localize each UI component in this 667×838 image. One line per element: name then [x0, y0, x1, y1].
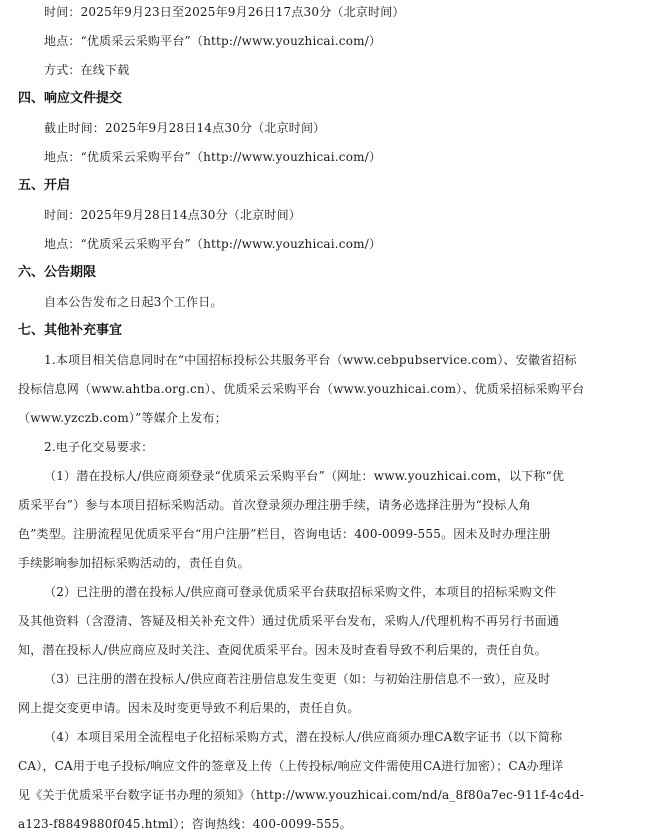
item1-line3: （www.yzczb.com）”等媒介上发布；: [18, 411, 227, 425]
submission-place-line: 地点：“优质采云采购平台”（http://www.youzhicai.com/）: [44, 150, 382, 164]
section-heading-notice-period: 六、公告期限: [18, 265, 97, 280]
submission-deadline-line: 截止时间：2025年9月28日14点30分（北京时间）: [44, 121, 326, 135]
registration-time-line: 时间：2025年9月23日至2025年9月26日17点30分（北京时间）: [44, 5, 405, 19]
sub1-line4: 手续影响参加招标采购活动的，责任自负。: [18, 556, 250, 570]
sub2-line3: 知，潜在投标人/供应商应及时关注、查阅优质采平台。因未及时查看导致不利后果的，责任自负。: [18, 643, 547, 657]
sub2-line2: 及其他资料（含澄清、答疑及相关补充文件）通过优质采平台发布，采购人/代理机构不再另行书面通: [18, 614, 560, 628]
section-heading-other-matters: 七、其他补充事宜: [18, 323, 123, 338]
registration-method-line: 方式：在线下载: [44, 63, 130, 77]
section-heading-opening: 五、开启: [18, 178, 71, 193]
sub1-line3: 色”类型。注册流程见优质采平台“用户注册”栏目，咨询电话：400-0099-555。因未及时办理注册: [18, 527, 551, 541]
sub1-line1: （1）潜在投标人/供应商须登录“优质采云采购平台”（网址：www.youzhicai.com，以下称“优: [44, 469, 565, 483]
sub4-line2: CA），CA用于电子投标/响应文件的签章及上传（上传投标/响应文件需使用CA进行加密）；CA办理详: [18, 759, 564, 773]
opening-place-line: 地点：“优质采云采购平台”（http://www.youzhicai.com/）: [44, 237, 382, 251]
sub3-line1: （3）已注册的潜在投标人/供应商若注册信息发生变更（如：与初始注册信息不一致），应及时: [44, 672, 551, 686]
item1-line1: 1.本项目相关信息同时在“中国招标投标公共服务平台（www.cebpubservice.com）、安徽省招标: [44, 353, 577, 367]
section-heading-response-submission: 四、响应文件提交: [18, 91, 123, 106]
opening-time-line: 时间：2025年9月28日14点30分（北京时间）: [44, 208, 301, 222]
sub4-line1: （4）本项目采用全流程电子化招标采购方式，潜在投标人/供应商须办理CA数字证书（以下简称: [44, 730, 563, 744]
item2-line: 2.电子化交易要求：: [44, 440, 154, 454]
sub1-line2: 质采平台”）参与本项目招标采购活动。首次登录须办理注册手续，请务必选择注册为“投标人角: [18, 498, 531, 512]
sub4-line3: 见《关于优质采平台数字证书办理的须知》（http://www.youzhicai.com/nd/a_8f80a7ec-911f-4c4d-: [18, 788, 585, 802]
sub3-line2: 网上提交变更申请。因未及时变更导致不利后果的，责任自负。: [18, 701, 360, 715]
sub4-line4: a123-f8849880f045.html）；咨询热线：400-0099-555。: [18, 817, 352, 831]
notice-period-line: 自本公告发布之日起3个工作日。: [44, 295, 223, 309]
item1-line2: 投标信息网（www.ahtba.org.cn）、优质采云采购平台（www.youzhicai.com）、优质采招标采购平台: [18, 382, 585, 396]
registration-place-line: 地点：“优质采云采购平台”（http://www.youzhicai.com/）: [44, 34, 382, 48]
sub2-line1: （2）已注册的潜在投标人/供应商可登录优质采平台获取招标采购文件，本项目的招标采购文件: [44, 585, 557, 599]
